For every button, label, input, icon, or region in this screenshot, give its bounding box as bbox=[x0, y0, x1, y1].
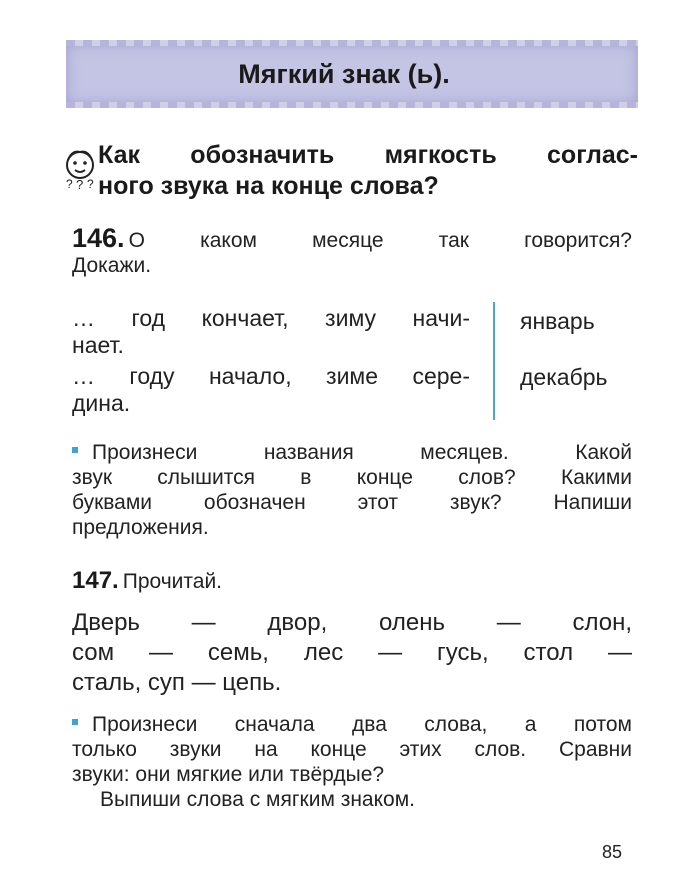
question-line-2: ного звука на конце слова? bbox=[98, 172, 439, 200]
instruction-146-line-2: звук слышится в конце слов? Какими bbox=[72, 466, 632, 489]
instruction-146-line-3: буквами обозначен этот звук? Напиши bbox=[72, 491, 632, 514]
exercise-147-words bbox=[72, 608, 632, 698]
riddle-1-line-1: … год кончает, зиму начи- bbox=[72, 305, 470, 331]
exercise-147-task bbox=[72, 568, 632, 594]
answer-divider bbox=[493, 302, 495, 420]
instruction-146-line-1: Произнеси названия месяцев. Какой bbox=[92, 441, 632, 464]
instruction-147-line-2: только звуки на конце этих слов. Сравни bbox=[72, 738, 632, 761]
title-banner bbox=[66, 44, 638, 104]
exercise-147-task-text: Прочитай. bbox=[122, 570, 223, 593]
exercise-146-instruction bbox=[72, 440, 632, 540]
instruction-147-line-3: звуки: они мягкие или твёрдые? bbox=[72, 763, 385, 786]
answer-december: декабрь bbox=[520, 364, 608, 390]
exercise-147-instruction bbox=[72, 712, 632, 812]
thinking-head-icon bbox=[62, 148, 98, 190]
svg-text:?: ? bbox=[66, 177, 73, 190]
instruction-147-line-4: Выпиши слова с мягким знаком. bbox=[100, 788, 415, 811]
answer-january: январь bbox=[520, 308, 595, 334]
svg-text:?: ? bbox=[87, 177, 94, 190]
words-line-3: сталь, суп — цепь. bbox=[72, 669, 282, 696]
question-line-1: Как обозначить мягкость соглас- bbox=[98, 141, 638, 169]
words-line-2: сом — семь, лес — гусь, стол — bbox=[72, 639, 632, 666]
exercise-146-task bbox=[72, 223, 632, 278]
exercise-147-number: 147. bbox=[72, 567, 119, 594]
instruction-146-line-4: предложения. bbox=[72, 516, 209, 539]
riddle-2-line-2: дина. bbox=[72, 390, 131, 416]
words-line-1: Дверь — двор, олень — слон, bbox=[72, 609, 632, 636]
page-number: 85 bbox=[602, 842, 623, 862]
exercise-146-task-line-1: О каком месяце так говорится? bbox=[128, 229, 632, 252]
riddle-1-line-2: нает. bbox=[72, 332, 124, 358]
exercise-146-task-line-2: Докажи. bbox=[72, 254, 152, 277]
instruction-147-line-1: Произнеси сначала два слова, а потом bbox=[92, 713, 632, 736]
riddle-2-line-1: … году начало, зиме сере- bbox=[72, 363, 470, 389]
page-title: Мягкий знак (ь). bbox=[238, 58, 450, 89]
bullet-marker bbox=[72, 447, 78, 453]
bullet-marker bbox=[72, 719, 78, 725]
exercise-146-number: 146. bbox=[72, 223, 125, 253]
section-question bbox=[98, 140, 638, 202]
svg-text:?: ? bbox=[76, 177, 84, 190]
